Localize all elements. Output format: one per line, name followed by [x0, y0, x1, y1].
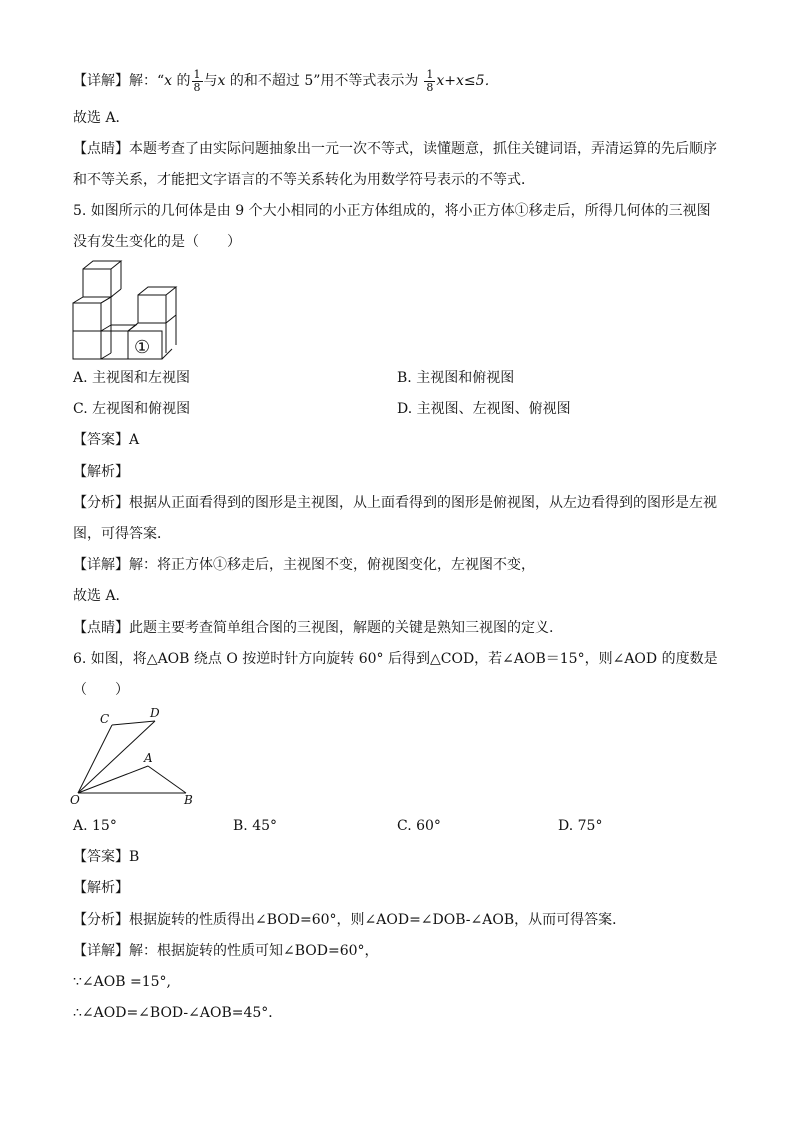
q5-answer: 【答案】A [73, 432, 140, 448]
q6-label-d: D [150, 706, 160, 720]
q4-comment-1: 【点睛】本题考查了由实际问题抽象出一元一次不等式，读懂题意，抓住关键词语，弄清运算的先后顺序 [73, 141, 717, 157]
q6-rotation-figure [68, 704, 204, 808]
q5-cube-figure [70, 259, 182, 363]
q4-frac-num: 1 [193, 67, 201, 81]
q4-detail-prefix: 【详解】解：“ [73, 73, 165, 89]
q6-analysis: 【解析】 [73, 880, 129, 896]
q6-stem-2: （ ） [73, 682, 129, 698]
q4-ineq-frac-den: 8 [426, 80, 434, 94]
q5-option-c[interactable]: C. 左视图和俯视图 [73, 401, 191, 417]
q5-stem-1: 5. 如图所示的几何体是由 9 个大小相同的小正方体组成的，将小正方体①移走后，所得几何体的三视图 [73, 203, 711, 219]
q6-option-c[interactable]: C. 60° [397, 818, 441, 834]
q4-fraction [192, 69, 203, 94]
q6-because: ∵∠AOB =15°, [73, 974, 171, 990]
q5-detail: 【详解】解：将正方体①移走后，主视图不变，俯视图变化，左视图不变， [73, 557, 535, 573]
q6-fenxi: 【分析】根据旋转的性质得出∠BOD=60°，则∠AOD=∠DOB-∠AOB，从而可得答案． [73, 912, 627, 928]
q4-frac-den: 8 [193, 80, 201, 94]
q4-ineq-frac-num: 1 [426, 67, 434, 81]
q5-analysis: 【解析】 [73, 464, 129, 480]
q4-var-x: x [164, 73, 173, 89]
q6-therefore: ∴∠AOD=∠BOD-∠AOB=45°． [73, 1005, 283, 1021]
q6-option-a[interactable]: A. 15° [73, 818, 117, 834]
q5-stem-2: 没有发生变化的是（ ） [73, 234, 241, 250]
q5-option-d[interactable]: D. 主视图、左视图、俯视图 [397, 401, 571, 417]
q5-cube-label: ① [134, 337, 151, 358]
q4-comment-2: 和不等关系，才能把文字语言的不等关系转化为用数学符号表示的不等式． [73, 172, 535, 188]
q4-with: 与 [203, 73, 218, 89]
q6-stem-1: 6. 如图，将△AOB 绕点 O 按逆时针方向旋转 60° 后得到△COD，若∠AOB＝15°，则∠AOD 的度数是 [73, 651, 718, 667]
q4-detail-line [73, 64, 499, 98]
q4-var-x2: x [217, 73, 226, 89]
q5-fenxi-2: 图，可得答案． [73, 526, 171, 542]
q5-fenxi-1: 【分析】根据从正面看得到的图形是主视图，从上面看得到的图形是俯视图，从左边看得到的图形是左视 [73, 495, 717, 511]
q4-ineq-rest: x+x≤5． [436, 73, 499, 89]
q4-choose: 故选 A． [73, 110, 130, 126]
q5-option-b[interactable]: B. 主视图和俯视图 [397, 370, 515, 386]
q4-ineq-fraction [424, 69, 435, 94]
q6-option-d[interactable]: D. 75° [558, 818, 603, 834]
q5-comment: 【点睛】此题主要考查简单组合图的三视图，解题的关键是熟知三视图的定义. [73, 620, 554, 636]
q6-answer: 【答案】B [73, 849, 140, 865]
q6-detail: 【详解】解：根据旋转的性质可知∠BOD=60°， [73, 943, 379, 959]
q5-option-a[interactable]: A. 主视图和左视图 [73, 370, 191, 386]
q4-of: 的 [172, 73, 191, 89]
q6-label-o: O [70, 793, 80, 807]
q4-mid: 的和不超过 5”用不等式表示为 [225, 73, 419, 89]
q6-label-c: C [100, 712, 110, 726]
q6-label-b: B [184, 793, 193, 807]
q5-choose: 故选 A． [73, 588, 130, 604]
q6-label-a: A [144, 751, 153, 765]
q6-option-b[interactable]: B. 45° [233, 818, 278, 834]
